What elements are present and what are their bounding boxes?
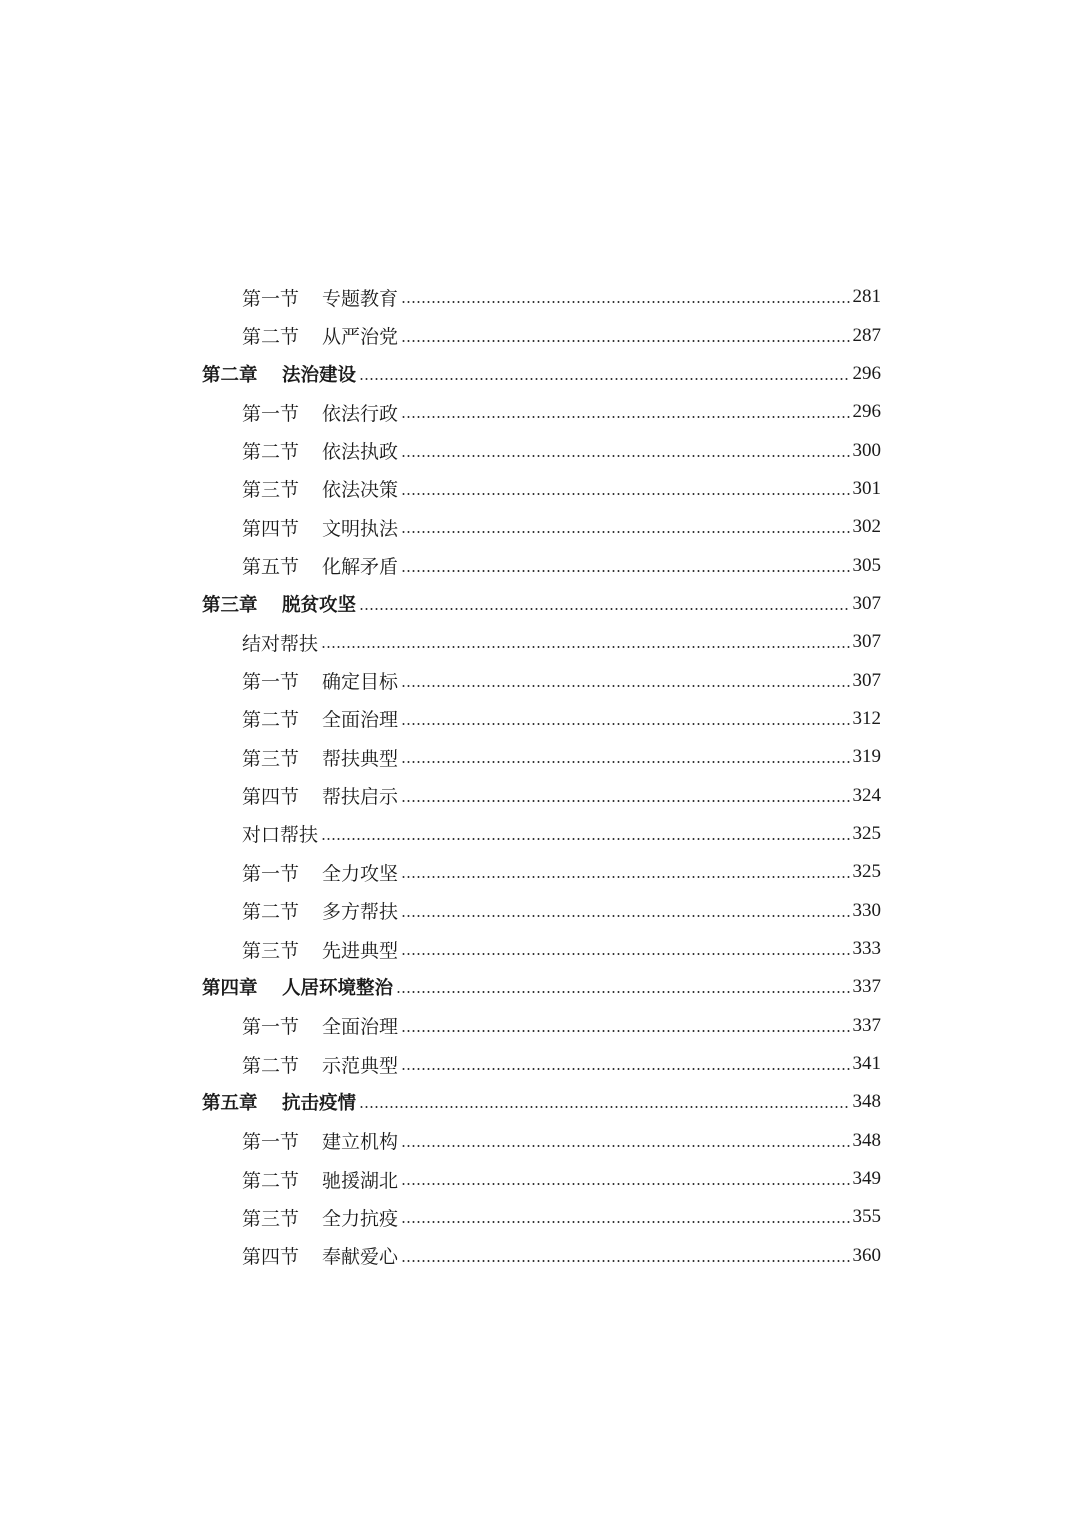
- entry-title: 依法行政: [322, 402, 399, 425]
- entry-title: 奉献爱心: [322, 1246, 399, 1269]
- entry-page: 348: [852, 1129, 881, 1151]
- entry-title: 依法执政: [322, 441, 399, 464]
- toc-chapter: [0, 1083, 1074, 1121]
- toc-entry: [0, 853, 1074, 891]
- entry-number: 第四节: [242, 786, 300, 809]
- entry-page: 349: [852, 1168, 881, 1190]
- entry-title: 文明执法: [322, 517, 399, 540]
- toc-entry: [0, 1237, 1074, 1275]
- entry-number: 第三节: [242, 939, 300, 962]
- dot-leader: [321, 646, 849, 648]
- toc-entry: [0, 1045, 1074, 1083]
- entry-number: 第一节: [242, 862, 300, 885]
- toc-entry: [0, 1122, 1074, 1160]
- entry-number: 第二节: [242, 901, 300, 924]
- entry-page: 324: [852, 784, 881, 806]
- entry-title: 确定目标: [322, 671, 399, 694]
- entry-title: 帮扶启示: [322, 786, 399, 809]
- dot-leader: [359, 608, 849, 610]
- dot-leader: [401, 531, 849, 533]
- dot-leader: [401, 685, 849, 687]
- dot-leader: [401, 340, 849, 342]
- entry-page: 300: [852, 439, 881, 461]
- entry-page: 341: [852, 1053, 881, 1075]
- toc-subpart: [0, 623, 1074, 661]
- chapter-number: 第四章: [202, 978, 258, 1000]
- entry-number: 第五节: [242, 556, 300, 579]
- subpart-title: 结对帮扶: [242, 632, 319, 655]
- entry-number: 第二节: [242, 441, 300, 464]
- entry-page: 307: [852, 631, 881, 653]
- entry-title: 多方帮扶: [322, 901, 399, 924]
- toc-entry: [0, 738, 1074, 776]
- entry-page: 296: [852, 362, 881, 384]
- dot-leader: [401, 1068, 849, 1070]
- entry-page: 325: [852, 861, 881, 883]
- toc-chapter: [0, 355, 1074, 393]
- dot-leader: [401, 1183, 849, 1185]
- entry-title: 全力抗疫: [322, 1207, 399, 1230]
- toc-entry: [0, 393, 1074, 431]
- entry-title: 建立机构: [322, 1131, 399, 1154]
- dot-leader: [401, 1221, 849, 1223]
- entry-title: 先进典型: [322, 939, 399, 962]
- entry-page: 319: [852, 746, 881, 768]
- entry-number: 第二节: [242, 1169, 300, 1192]
- entry-title: 帮扶典型: [322, 747, 399, 770]
- entry-page: 330: [852, 899, 881, 921]
- toc-entry: [0, 892, 1074, 930]
- entry-number: 第三节: [242, 479, 300, 502]
- entry-number: 第四节: [242, 1246, 300, 1269]
- entry-title: 从严治党: [322, 326, 399, 349]
- chapter-number: 第三章: [202, 594, 258, 616]
- entry-number: 第二节: [242, 709, 300, 732]
- chapter-title: 脱贫攻坚: [282, 594, 357, 616]
- entry-page: 348: [852, 1091, 881, 1113]
- dot-leader: [401, 953, 849, 955]
- toc-entry: [0, 278, 1074, 316]
- entry-page: 355: [852, 1206, 881, 1228]
- chapter-title: 法治建设: [282, 364, 357, 386]
- dot-leader: [401, 570, 849, 572]
- entry-title: 专题教育: [322, 287, 399, 310]
- entry-number: 第二节: [242, 1054, 300, 1077]
- chapter-number: 第五章: [202, 1093, 258, 1115]
- entry-title: 化解矛盾: [322, 556, 399, 579]
- toc-entry: [0, 930, 1074, 968]
- entry-page: 301: [852, 477, 881, 499]
- toc-entry: [0, 546, 1074, 584]
- entry-page: 281: [852, 286, 881, 308]
- toc-subpart: [0, 815, 1074, 853]
- dot-leader: [401, 723, 849, 725]
- entry-number: 第三节: [242, 1207, 300, 1230]
- entry-page: 305: [852, 554, 881, 576]
- toc-entry: [0, 316, 1074, 354]
- entry-page: 337: [852, 976, 881, 998]
- entry-page: 296: [852, 401, 881, 423]
- dot-leader: [401, 761, 849, 763]
- entry-title: 全面治理: [322, 1016, 399, 1039]
- entry-number: 第一节: [242, 671, 300, 694]
- dot-leader: [401, 416, 849, 418]
- dot-leader: [321, 838, 849, 840]
- toc-entry: [0, 470, 1074, 508]
- dot-leader: [401, 1145, 849, 1147]
- toc-chapter: [0, 585, 1074, 623]
- toc-entry: [0, 1198, 1074, 1236]
- entry-page: 337: [852, 1014, 881, 1036]
- entry-title: 全力攻坚: [322, 862, 399, 885]
- entry-page: 312: [852, 707, 881, 729]
- entry-number: 第四节: [242, 517, 300, 540]
- toc-entry: [0, 661, 1074, 699]
- toc-entry: [0, 776, 1074, 814]
- entry-title: 依法决策: [322, 479, 399, 502]
- dot-leader: [359, 1106, 849, 1108]
- dot-leader: [401, 800, 849, 802]
- dot-leader: [401, 301, 849, 303]
- dot-leader: [396, 991, 849, 993]
- dot-leader: [401, 455, 849, 457]
- entry-title: 全面治理: [322, 709, 399, 732]
- entry-number: 第二节: [242, 326, 300, 349]
- dot-leader: [401, 876, 849, 878]
- chapter-number: 第二章: [202, 364, 258, 386]
- entry-number: 第一节: [242, 1016, 300, 1039]
- toc-entry: [0, 700, 1074, 738]
- entry-page: 307: [852, 592, 881, 614]
- entry-number: 第三节: [242, 747, 300, 770]
- dot-leader: [401, 493, 849, 495]
- entry-number: 第一节: [242, 287, 300, 310]
- entry-title: 示范典型: [322, 1054, 399, 1077]
- entry-page: 360: [852, 1244, 881, 1266]
- entry-page: 333: [852, 938, 881, 960]
- chapter-title: 人居环境整治: [282, 978, 394, 1000]
- toc-entry: [0, 1160, 1074, 1198]
- toc-entry: [0, 431, 1074, 469]
- subpart-title: 对口帮扶: [242, 824, 319, 847]
- toc-entry: [0, 508, 1074, 546]
- dot-leader: [359, 378, 849, 380]
- entry-number: 第一节: [242, 1131, 300, 1154]
- entry-number: 第一节: [242, 402, 300, 425]
- toc-chapter: [0, 968, 1074, 1006]
- chapter-title: 抗击疫情: [282, 1093, 357, 1115]
- entry-page: 287: [852, 324, 881, 346]
- entry-page: 325: [852, 822, 881, 844]
- toc-entry: [0, 1007, 1074, 1045]
- table-of-contents: [0, 278, 1074, 1275]
- entry-page: 307: [852, 669, 881, 691]
- dot-leader: [401, 915, 849, 917]
- entry-page: 302: [852, 516, 881, 538]
- dot-leader: [401, 1030, 849, 1032]
- entry-title: 驰援湖北: [322, 1169, 399, 1192]
- dot-leader: [401, 1260, 849, 1262]
